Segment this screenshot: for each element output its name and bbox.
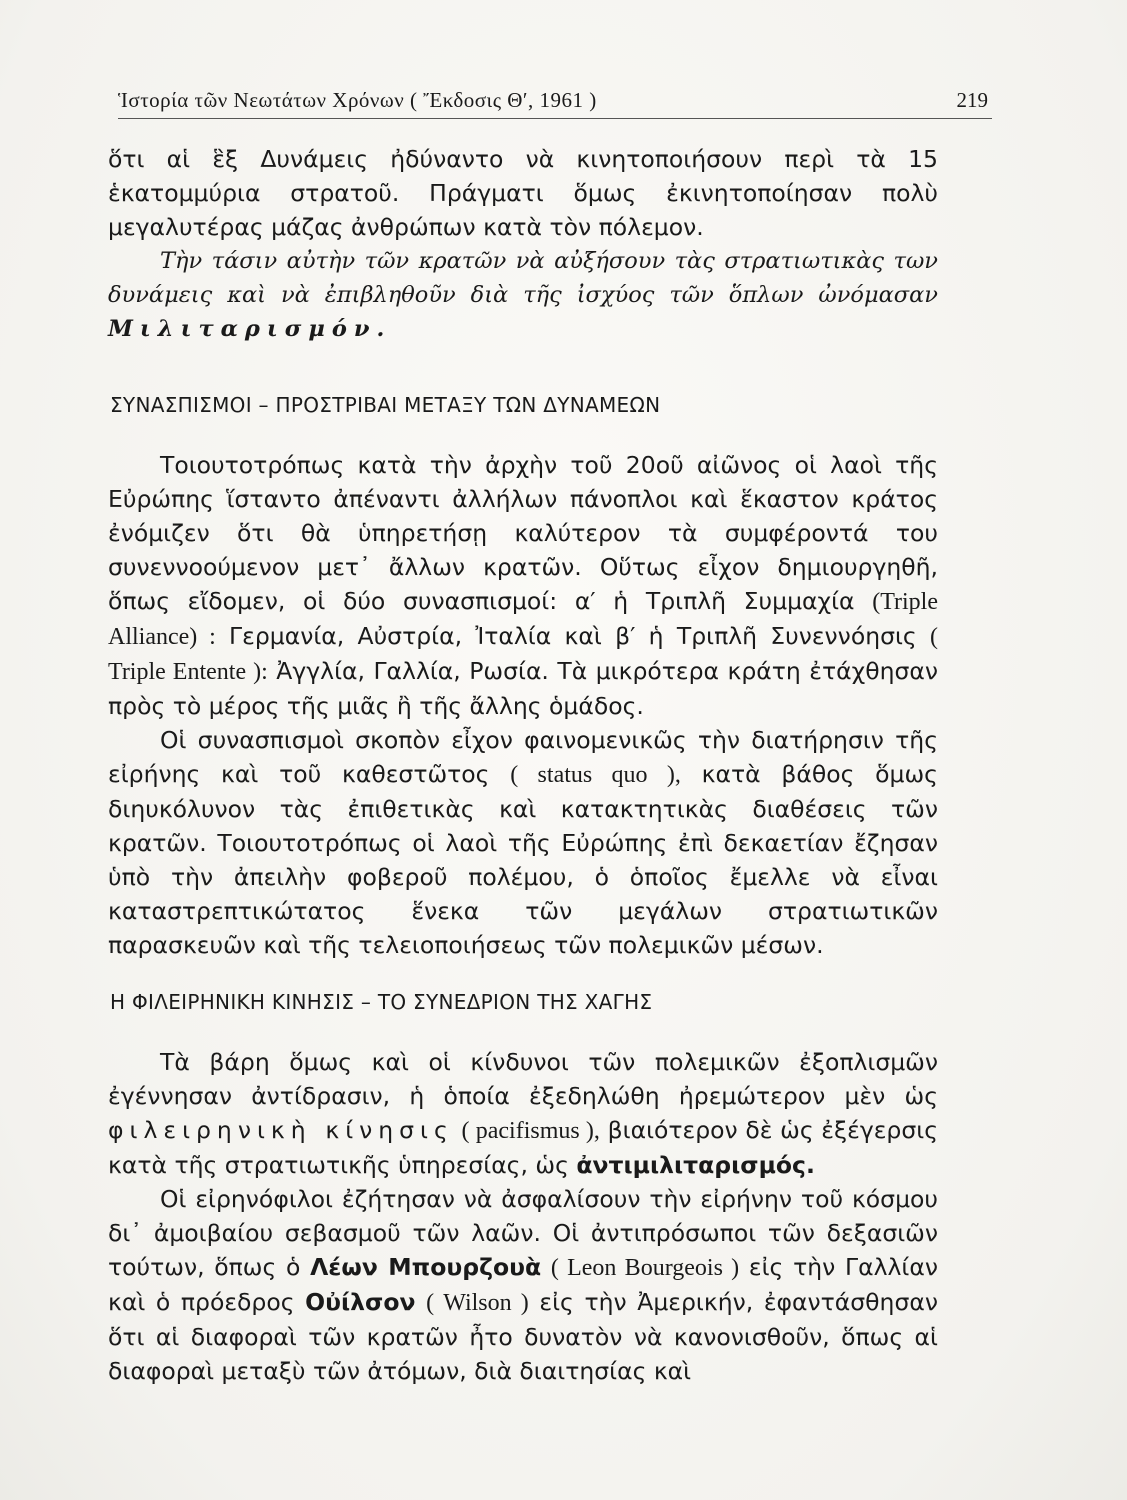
paragraph-text: ὅτι αἱ ἓξ Δυνάμεις ἠδύναντο νὰ κινητοποιήσουν περὶ τὰ 15 ἑκατομμύρια στρατοῦ. Πράγματι ὅμως ἐκινητοποίησαν πολὺ μεγαλυτέρας μάζας ἀνθρώπων κατὰ τὸν πόλεμον.	[108, 145, 938, 241]
latin-term: ( Leon Bourgeois )	[550, 1255, 740, 1281]
paragraph	[108, 1182, 938, 1388]
bold-term: ἀντιμιλιταρισμός.	[576, 1151, 815, 1179]
paragraph-text: Τοιουτοτρόπως κατὰ τὴν ἀρχὴν τοῦ 20οῦ αἰῶνος οἱ λαοὶ τῆς Εὐρώπης ἵσταντο ἀπέναντι ἀλλήλων πάνοπλοι καὶ ἕκαστον κράτος ἐνόμιζεν ὅτι θὰ ὑπηρετήσῃ καλύτερον τὰ συμφέροντά του συνεννοούμενον μετ᾿ ἄλλων κρατῶν. Οὕτως εἶχον δημιουργηθῆ, ὅπως εἴδομεν, οἱ δύο συνασπισμοί: α′ ἡ Τριπλῆ Συμμαχία	[108, 451, 938, 615]
italic-paragraph	[108, 244, 938, 346]
coalitions-section	[108, 448, 938, 962]
latin-term: ( Wilson )	[426, 1290, 529, 1316]
latin-term: (Triple Alliance) :	[108, 589, 938, 650]
paragraph-text: κατὰ βάθος ὅμως διηυκόλυνον τὰς ἐπιθετικὰς καὶ κατακτητικὰς διαθέσεις τῶν κρατῶν. Τοιουτοτρόπως οἱ λαοὶ τῆς Εὐρώπης ἐπὶ δεκαετίαν ἔζησαν ὑπὸ τὴν ἀπειλὴν φοβεροῦ πολέμου, ὁ ὁποῖος ἔμελλε νὰ εἶναι καταστρεπτικώτατος ἕνεκα τῶν μεγάλων στρατιωτικῶν παρασκευῶν καὶ τῆς τελειοποιήσεως τῶν πολεμικῶν μέσων.	[108, 760, 938, 959]
page-number: 219	[956, 88, 988, 112]
paragraph-text: εἰς τὴν Ἀμερικήν, ἐφαντάσθησαν ὅτι αἱ διαφοραὶ τῶν κρατῶν ἦτο δυνατὸν νὰ κανονισθοῦν, ὅπως αἱ διαφοραὶ μεταξὺ τῶν ἀτόμων, διὰ διαιτησίας καὶ	[108, 1288, 938, 1385]
latin-term: ( Triple Entente ):	[108, 624, 939, 685]
paragraph-text: Οἱ εἰρηνόφιλοι ἐζήτησαν νὰ ἀσφαλίσουν τὴν εἰρήνην τοῦ κόσμου δι᾿ ἀμοιβαίου σεβασμοῦ τῶν λαῶν. Οἱ ἀντιπρόσωποι τῶν δεξασιῶν τούτων, ὅπως ὁ	[108, 1185, 938, 1281]
peace-movement-section	[108, 1045, 938, 1388]
opening-text	[108, 142, 938, 346]
spaced-term: φιλειρηνικὴ κίνησις	[108, 1116, 454, 1144]
section-heading-coalitions: ΣΥΝΑΣΠΙΣΜΟΙ – ΠΡΟΣΤΡΙΒΑΙ ΜΕΤΑΞΥ ΤΩΝ ΔΥΝΑΜΕΩΝ	[110, 393, 661, 417]
header-title: Ἱστορία τῶν Νεωτάτων Χρόνων ( Ἔκδοσις Θ′, 1961 )	[118, 88, 597, 112]
term-militarism: Μιλιταρισμόν.	[108, 316, 392, 342]
running-header	[118, 84, 992, 119]
paragraph-text: Τὴν τάσιν αὐτὴν τῶν κρατῶν νὰ αὐξήσουν τὰς στρατιωτικὰς των δυνάμεις καὶ νὰ ἐπιβληθοῦν διὰ τῆς ἰσχύος τῶν ὅπλων ὠνόμασαν	[108, 248, 938, 308]
paragraph	[108, 1045, 938, 1182]
paragraph	[108, 448, 938, 723]
latin-term: ( pacifismus ),	[461, 1118, 600, 1144]
paragraph-text: βιαιότερον δὲ ὡς ἐξέγερσις κατὰ τῆς στρατιωτικῆς ὑπηρεσίας, ὡς	[108, 1116, 938, 1179]
section-heading-peace-movement: Η ΦΙΛΕΙΡΗΝΙΚΗ ΚΙΝΗΣΙΣ – ΤΟ ΣΥΝΕΔΡΙΟΝ ΤΗΣ ΧΑΓΗΣ	[110, 990, 653, 1014]
latin-term: ( status quo ),	[510, 762, 681, 788]
paragraph	[108, 142, 938, 244]
bold-name: Οὐίλσον	[305, 1288, 416, 1316]
paragraph-text: Τὰ βάρη ὅμως καὶ οἱ κίνδυνοι τῶν πολεμικῶν ἐξοπλισμῶν ἐγέννησαν ἀντίδρασιν, ἡ ὁποία ἐξεδηλώθη ἠρεμώτερον μὲν ὡς	[108, 1048, 938, 1110]
paragraph-text: Οἱ συνασπισμοὶ σκοπὸν εἶχον φαινομενικῶς τὴν διατήρησιν τῆς εἰρήνης καὶ τοῦ καθεστῶτος	[108, 726, 938, 788]
paragraph	[108, 723, 938, 962]
bold-name: Λέων Μπουρζουὰ	[310, 1253, 542, 1281]
paragraph-text: εἰς τὴν Γαλλίαν καὶ ὁ πρόεδρος	[108, 1253, 938, 1316]
paragraph-text: Γερμανία, Αὐστρία, Ἰταλία καὶ β′ ἡ Τριπλῆ Συνεννόησις	[229, 622, 917, 650]
paragraph-text: Ἀγγλία, Γαλλία, Ρωσία. Τὰ μικρότερα κράτη ἐτάχθησαν πρὸς τὸ μέρος τῆς μιᾶς ἢ τῆς ἄλλης ὁμάδος.	[108, 657, 938, 720]
